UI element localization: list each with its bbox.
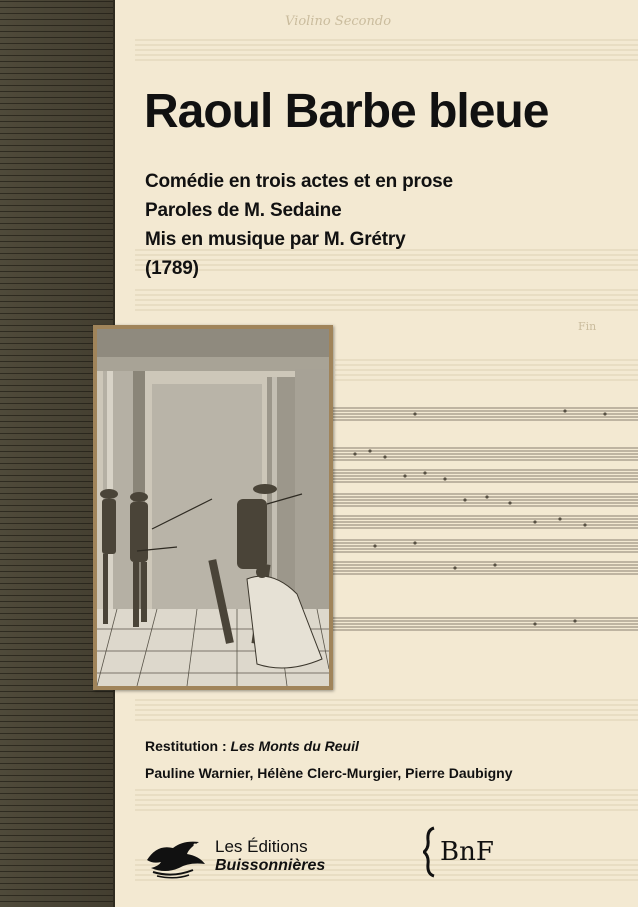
book-title: Raoul Barbe bleue [144, 85, 549, 138]
restitution-label: Restitution : [145, 738, 227, 754]
restitution-name: Les Monts du Reuil [230, 738, 359, 754]
restitution-credit [145, 738, 359, 754]
engraving-frame [93, 325, 333, 690]
subtitle-composer: Mis en musique par M. Grétry [145, 229, 406, 250]
publisher-name-line2: Buissonnières [215, 857, 326, 874]
bird-icon [143, 830, 209, 880]
authors-list: Pauline Warnier, Hélène Clerc-Murgier, Pierre Daubigny [145, 765, 513, 781]
subtitle-year: (1789) [145, 258, 199, 279]
bnf-logo [423, 826, 513, 878]
engraving-illustration [97, 329, 329, 686]
score-fin-marker: Fin [578, 320, 597, 333]
publisher-name-line1: Les Éditions [215, 837, 308, 856]
bnf-name: BnF [440, 837, 494, 867]
publisher-logo [143, 830, 326, 880]
subtitle-librettist: Paroles de M. Sedaine [145, 200, 342, 221]
subtitle-genre: Comédie en trois actes et en prose [145, 171, 453, 192]
bracket-icon [423, 826, 437, 878]
score-heading: Violino Secondo [285, 14, 392, 29]
